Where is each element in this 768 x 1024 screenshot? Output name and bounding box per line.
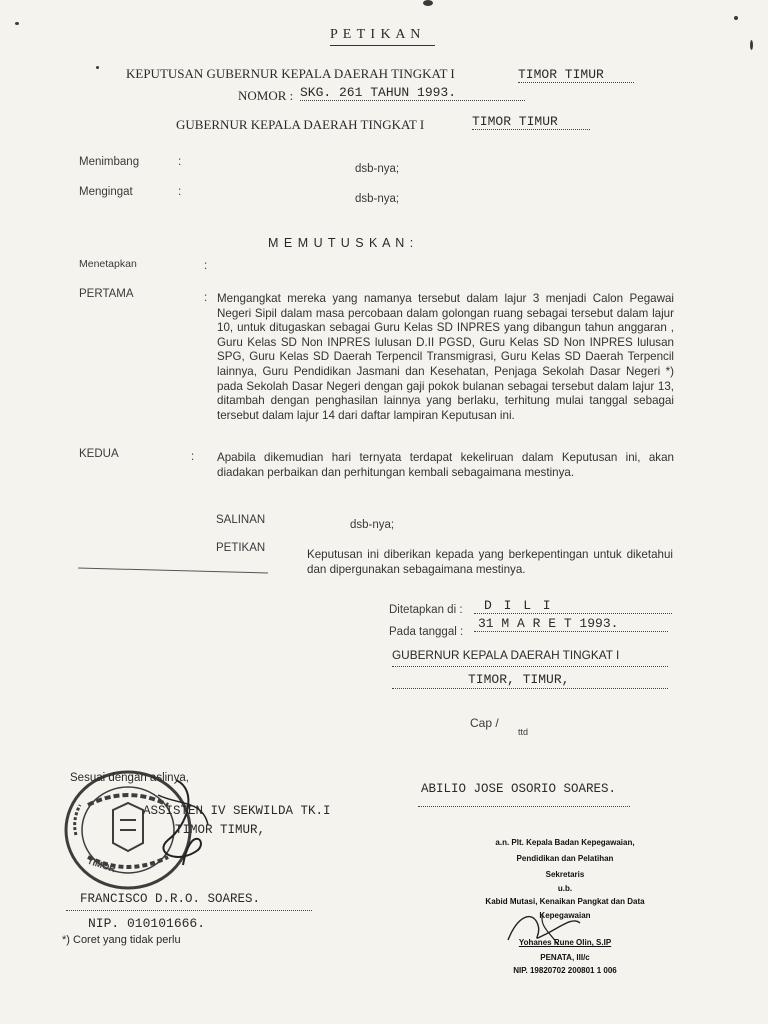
legal-line-2: Pendidikan dan Pelatihan (516, 854, 614, 863)
place-value: D I L I (474, 598, 672, 614)
menetapkan-colon: : (204, 260, 208, 272)
legal-line-5: Kabid Mutasi, Kenaikan Pangkat dan Data (485, 897, 645, 906)
salinan-value: dsb-nya; (350, 519, 395, 531)
governor-region: TIMOR TIMUR (472, 114, 590, 130)
certifier-nip: NIP. 010101666. (88, 916, 206, 931)
mengingat-colon: : (178, 186, 182, 198)
signer-name: ABILIO JOSE OSORIO SOARES. (421, 782, 617, 796)
scan-streak (78, 568, 268, 574)
petikan-label: PETIKAN (216, 542, 266, 554)
title-underline (330, 45, 435, 46)
menimbang-value: dsb-nya; (355, 163, 400, 175)
salinan-label: SALINAN (216, 514, 266, 526)
menetapkan-label: Menetapkan (79, 258, 137, 270)
scan-speck (423, 0, 433, 6)
kedua-label: KEDUA (79, 448, 119, 460)
office-dotline-2 (392, 688, 668, 689)
certifier-name: FRANCISCO D.R.O. SOARES. (80, 892, 261, 906)
scan-speck (96, 66, 99, 69)
decree-region: TIMOR TIMUR (518, 67, 634, 83)
scan-speck (750, 40, 753, 50)
office-line2: TIMOR, TIMUR, (468, 672, 570, 687)
certifier-title-1: ASSISTEN IV SEKWILDA TK.I (143, 804, 331, 818)
kedua-text: Apabila dikemudian hari ternyata terdapat kekeliruan dalam Keputusan ini, akan diadakan perbaikan dan perhitungan kembali sebagaimana mestinya. (217, 451, 674, 479)
legal-name: Yohanes Rune Olin, S.IP (518, 938, 612, 947)
governor-prefix: GUBERNUR KEPALA DAERAH TINGKAT I (176, 117, 425, 132)
pertama-label: PERTAMA (79, 288, 134, 300)
legal-line-3: Sekretaris (545, 870, 585, 879)
cap-text: Cap / (470, 716, 499, 730)
certifier-title-2: TIMOR TIMUR, (175, 823, 266, 837)
menimbang-colon: : (178, 156, 182, 168)
ttd-text: ttd (518, 727, 529, 737)
legal-rank: PENATA, III/c (540, 953, 590, 962)
scan-speck (734, 16, 738, 20)
legal-line-4: u.b. (557, 884, 573, 893)
place-label: Ditetapkan di : (389, 604, 463, 616)
decree-number: SKG. 261 TAHUN 1993. (300, 85, 525, 101)
signer-dotline (418, 806, 630, 807)
mengingat-label: Mengingat (79, 186, 133, 198)
sesuai-text: Sesuai dengan aslinya, (70, 772, 189, 784)
menimbang-label: Menimbang (79, 156, 140, 168)
pertama-text: Mengangkat mereka yang namanya tersebut dalam lajur 3 menjadi Calon Pegawai Negeri Sipil dalam masa percobaan dalam golongan ruang sebagai tersebut dalam lajur 10, untuk ditugaskan sebagai Guru Kelas SD INPRES yang dibangun tahun anggaran , Guru Kelas SD Non INPRES lulusan D.II PGSD, Guru Kelas SD Non INPRES lulusan SPG, Guru Kelas SD Daerah Terpencil Transmigrasi, Guru Kelas SD Daerah Terpencil lainnya, Guru Pendidikan Jasmani dan Kesehatan, Penjaga Sekolah Dasar Negeri *) pada Sekolah Dasar Negeri dengan gaji pokok bulanan sebagai tersebut dalam lajur 13, ditambah dengan penghasilan lainnya yang berlaku, terhitung mulai tanggal sebagai tersebut dalam lajur 14 dari daftar lampiran Keputusan ini. (217, 292, 674, 422)
footnote: *) Coret yang tidak perlu (62, 934, 181, 946)
document-title: P E T I K A N (330, 27, 422, 42)
certifier-dotline (66, 910, 312, 911)
stamp-text: TIMOR (86, 855, 117, 875)
legal-nip: NIP. 19820702 200801 1 006 (513, 966, 617, 975)
scan-speck (15, 22, 19, 25)
decide-heading: M E M U T U S K A N : (268, 236, 415, 250)
number-label: NOMOR : (238, 88, 294, 103)
date-value: 31 M A R E T 1993. (474, 616, 668, 632)
decree-prefix: KEPUTUSAN GUBERNUR KEPALA DAERAH TINGKAT I (126, 66, 455, 81)
office-dotline (392, 666, 668, 667)
legal-line-1: a.n. Plt. Kepala Badan Kepegawaian, (495, 838, 635, 847)
pertama-colon: : (204, 292, 208, 304)
date-label: Pada tanggal : (389, 626, 464, 638)
legal-line-6: Kepegawaian (539, 911, 591, 920)
petikan-text: Keputusan ini diberikan kepada yang berkepentingan untuk diketahui dan dipergunakan sebagaimana mestinya. (307, 548, 673, 576)
kedua-colon: : (191, 451, 195, 463)
office-line1: GUBERNUR KEPALA DAERAH TINGKAT I (392, 648, 620, 662)
mengingat-value: dsb-nya; (355, 193, 400, 205)
